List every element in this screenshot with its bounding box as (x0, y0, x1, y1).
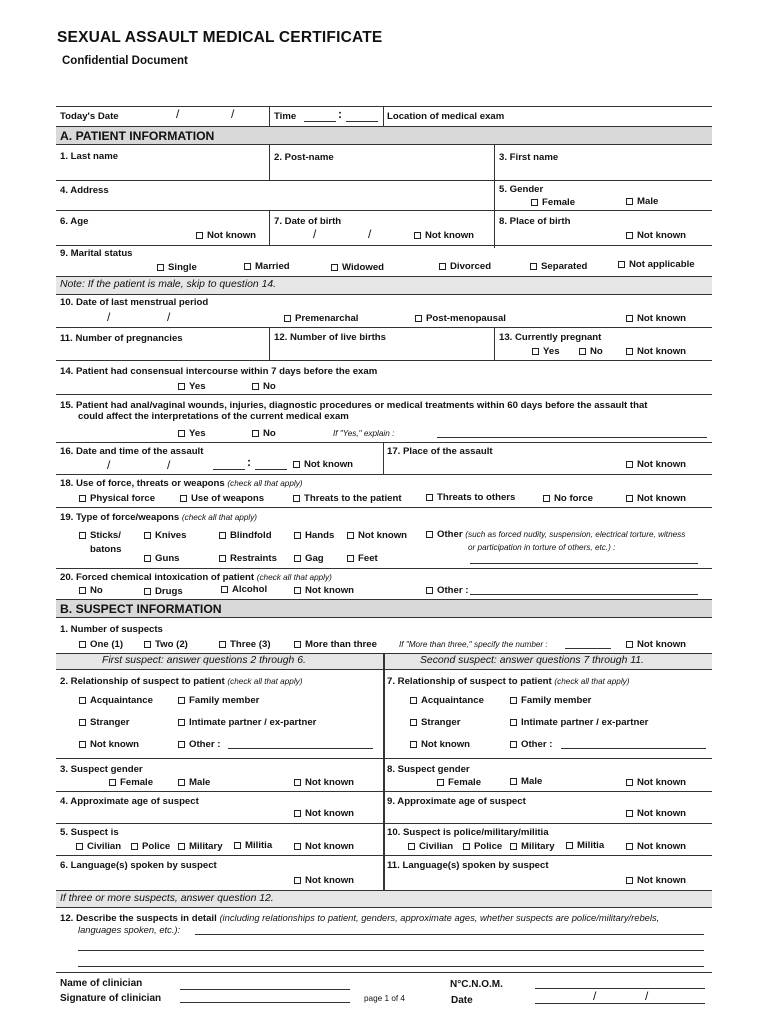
checkbox[interactable] (219, 641, 226, 648)
checkbox[interactable] (618, 261, 625, 268)
three-suspects-note: If three or more suspects, answer question 12. (60, 893, 274, 904)
checkbox[interactable] (294, 587, 301, 594)
pregnant-not-known-option[interactable]: Not known (626, 346, 686, 357)
checkbox[interactable] (408, 843, 415, 850)
describe-suspects-field[interactable] (78, 950, 704, 951)
checkbox[interactable] (410, 741, 417, 748)
no-force-option[interactable]: No force (543, 493, 593, 504)
rule (56, 507, 712, 508)
married-option[interactable]: Married (244, 261, 290, 272)
pob-not-known-option[interactable]: Not known (626, 230, 686, 241)
feet-option[interactable]: Feet (347, 553, 378, 564)
checkbox[interactable] (293, 461, 300, 468)
age-label: 6. Age (60, 216, 89, 227)
todays-date-label: Today's Date (60, 111, 119, 122)
footer-date-slash: / (645, 989, 649, 1003)
describe-suspects-field[interactable] (195, 934, 704, 935)
footer-date-label: Date (451, 995, 473, 1006)
checkbox[interactable] (414, 232, 421, 239)
assault-date-slash: / (167, 458, 171, 472)
checkbox[interactable] (294, 843, 301, 850)
address-label: 4. Address (60, 185, 109, 196)
checkbox[interactable] (109, 779, 116, 786)
s1-other-field[interactable] (228, 748, 373, 749)
s2-role-not-known-option[interactable]: Not known (626, 841, 686, 852)
time-label: Time (274, 111, 297, 122)
rule (56, 360, 712, 361)
postmenopausal-option[interactable]: Post-menopausal (415, 313, 506, 324)
checkbox[interactable] (252, 430, 259, 437)
q15-explain-field[interactable] (437, 437, 707, 438)
rule (56, 442, 712, 443)
checkbox[interactable] (626, 843, 633, 850)
specify-number-note: If "More than three," specify the number : (399, 640, 548, 649)
checkbox[interactable] (426, 531, 433, 538)
pregnant-yes-option[interactable]: Yes (532, 346, 560, 357)
rule (56, 327, 712, 328)
checkbox[interactable] (510, 741, 517, 748)
s2-age-not-known-option[interactable]: Not known (626, 808, 686, 819)
checkbox[interactable] (219, 532, 226, 539)
b-q10-label: 10. Suspect is police/military/militia (387, 827, 549, 838)
b-q5-label: 5. Suspect is (60, 827, 119, 838)
q14-yes-option[interactable]: Yes (178, 381, 206, 392)
knives-option[interactable]: Knives (144, 530, 186, 541)
divider (269, 106, 270, 126)
q14-label: 14. Patient had consensual intercourse within 7 days before the exam (60, 366, 378, 377)
q15-yes-option[interactable]: Yes (178, 428, 206, 439)
pregnant-no-option[interactable]: No (579, 346, 603, 357)
physical-force-option[interactable]: Physical force (79, 493, 155, 504)
s1-police-option[interactable]: Police (131, 841, 170, 852)
lmp-not-known-option[interactable]: Not known (626, 313, 686, 324)
q19-other-note: or participation in torture of others, etc.) : (468, 543, 616, 552)
s1-militia-option[interactable]: Militia (234, 840, 272, 851)
q14-no-option[interactable]: No (252, 381, 276, 392)
one-suspect-option[interactable]: One (1) (79, 639, 123, 650)
checkbox[interactable] (221, 586, 228, 593)
s1-other-option[interactable]: Other : (178, 739, 220, 750)
post-name-label: 2. Post-name (274, 152, 334, 163)
assault-time-colon: : (247, 455, 251, 469)
s2-militia-option[interactable]: Militia (566, 840, 604, 851)
s2-acquaintance-option[interactable]: Acquaintance (410, 695, 484, 706)
b-q12-label: 12. Describe the suspects in detail (including relationships to patient, genders, approximate ages, whether suspects are police/military/rebels, (60, 912, 660, 924)
gender-female-option[interactable]: Female (531, 197, 575, 208)
b-q12-label-line2: languages spoken, etc.): (78, 924, 181, 935)
rule (56, 758, 712, 759)
q20-not-known-option[interactable]: Not known (294, 585, 354, 596)
checkbox[interactable] (626, 641, 633, 648)
rule (56, 823, 712, 824)
checkbox[interactable] (131, 843, 138, 850)
location-label: Location of medical exam (387, 111, 505, 122)
checkbox[interactable] (531, 199, 538, 206)
s1-gender-not-known-option[interactable]: Not known (294, 777, 354, 788)
time-colon: : (338, 107, 342, 121)
checkbox[interactable] (426, 587, 433, 594)
b-q1-label: 1. Number of suspects (60, 624, 163, 635)
checkbox[interactable] (510, 697, 517, 704)
s2-male-option[interactable]: Male (510, 776, 542, 787)
b-q8-label: 8. Suspect gender (387, 764, 470, 775)
checkbox[interactable] (79, 641, 86, 648)
q15-if-yes: If "Yes," explain : (333, 429, 395, 438)
batons-label: batons (90, 544, 122, 555)
top-rule (56, 106, 712, 107)
checkbox[interactable] (178, 383, 185, 390)
currently-pregnant-label: 13. Currently pregnant (499, 332, 602, 343)
checkbox[interactable] (252, 383, 259, 390)
date-slash: / (231, 107, 235, 121)
checkbox[interactable] (178, 741, 185, 748)
q19-label: 19. Type of force/weapons (check all that apply) (60, 512, 258, 523)
checkbox[interactable] (79, 587, 86, 594)
checkbox[interactable] (626, 810, 633, 817)
first-name-label: 3. First name (499, 152, 559, 163)
more-than-three-option[interactable]: More than three (294, 639, 377, 650)
checkbox[interactable] (294, 641, 301, 648)
s2-language-not-known-option[interactable]: Not known (626, 875, 686, 886)
s1-language-not-known-option[interactable]: Not known (294, 875, 354, 886)
note-male: Note: If the patient is male, skip to question 14. (60, 279, 277, 290)
checkbox[interactable] (293, 495, 300, 502)
widowed-option[interactable]: Widowed (331, 262, 384, 273)
live-births-label: 12. Number of live births (274, 332, 386, 343)
number-of-suspects-field[interactable] (565, 648, 611, 649)
section-b-header (56, 599, 712, 618)
s1-civilian-option[interactable]: Civilian (76, 841, 121, 852)
assault-hour-field[interactable] (213, 469, 245, 470)
cnom-label: N°C.N.O.M. (450, 979, 503, 990)
marital-status-label: 9. Marital status (60, 248, 133, 259)
q18-not-known-option[interactable]: Not known (626, 493, 686, 504)
checkbox[interactable] (234, 842, 241, 849)
footer-rule (56, 972, 712, 973)
rule (56, 907, 712, 908)
checkbox[interactable] (294, 810, 301, 817)
checkbox[interactable] (415, 315, 422, 322)
b-q2-label: 2. Relationship of suspect to patient (check all that apply) (60, 676, 303, 687)
rule (56, 210, 712, 211)
checkbox[interactable] (157, 264, 164, 271)
blindfold-option[interactable]: Blindfold (219, 530, 272, 541)
rule (56, 394, 712, 395)
b-q9-label: 9. Approximate age of suspect (387, 796, 526, 807)
second-suspect-note: Second suspect: answer questions 7 through 11. (420, 655, 644, 666)
q15-label-line1: 15. Patient had anal/vaginal wounds, injuries, diagnostic procedures or medical treatments within 60 days before the assault that (60, 400, 648, 411)
threats-patient-option[interactable]: Threats to the patient (293, 493, 402, 504)
assault-minute-field[interactable] (255, 469, 287, 470)
divider (269, 210, 270, 245)
checkbox[interactable] (219, 555, 226, 562)
checkbox[interactable] (626, 779, 633, 786)
cnom-field[interactable] (535, 988, 705, 989)
place-of-birth-label: 8. Place of birth (499, 216, 571, 227)
checkbox[interactable] (347, 532, 354, 539)
checkbox[interactable] (510, 778, 517, 785)
three-suspects-option[interactable]: Three (3) (219, 639, 271, 650)
not-applicable-option[interactable]: Not applicable (618, 259, 695, 270)
s2-military-option[interactable]: Military (510, 841, 555, 852)
divider (494, 327, 495, 360)
threats-others-option[interactable]: Threats to others (426, 492, 515, 503)
b-q1-not-known-option[interactable]: Not known (626, 639, 686, 650)
rule (56, 245, 712, 246)
s1-acquaintance-option[interactable]: Acquaintance (79, 695, 153, 706)
time-minute-field[interactable] (346, 121, 378, 122)
checkbox[interactable] (178, 697, 185, 704)
rule (56, 474, 712, 475)
divider (494, 145, 495, 248)
clinician-name-field[interactable] (180, 989, 350, 990)
checkbox[interactable] (626, 198, 633, 205)
checkbox[interactable] (180, 495, 187, 502)
checkbox[interactable] (79, 532, 86, 539)
q19-other-field[interactable] (470, 563, 698, 564)
s2-other-field[interactable] (561, 748, 706, 749)
s2-police-option[interactable]: Police (463, 841, 502, 852)
clinician-signature-field[interactable] (180, 1002, 350, 1003)
sticks-option[interactable]: Sticks/ (79, 530, 121, 541)
gender-male-option[interactable]: Male (626, 196, 658, 207)
s2-other-option[interactable]: Other : (510, 739, 552, 750)
checkbox[interactable] (510, 719, 517, 726)
rule (56, 855, 712, 856)
checkbox[interactable] (410, 719, 417, 726)
checkbox[interactable] (294, 877, 301, 884)
document-title: SEXUAL ASSAULT MEDICAL CERTIFICATE (57, 29, 383, 46)
checkbox[interactable] (244, 263, 251, 270)
time-hour-field[interactable] (304, 121, 336, 122)
checkbox[interactable] (79, 495, 86, 502)
checkbox[interactable] (178, 779, 185, 786)
checkbox[interactable] (543, 495, 550, 502)
checkbox[interactable] (79, 719, 86, 726)
s2-intimate-option[interactable]: Intimate partner / ex-partner (510, 717, 648, 728)
s2-family-option[interactable]: Family member (510, 695, 591, 706)
checkbox[interactable] (426, 494, 433, 501)
last-name-label: 1. Last name (60, 151, 119, 162)
checkbox[interactable] (178, 719, 185, 726)
checkbox[interactable] (79, 697, 86, 704)
checkbox[interactable] (437, 779, 444, 786)
s2-female-option[interactable]: Female (437, 777, 481, 788)
assault-date-slash: / (107, 458, 111, 472)
footer-date-field[interactable] (535, 1003, 705, 1004)
divorced-option[interactable]: Divorced (439, 261, 491, 272)
checkbox[interactable] (294, 779, 301, 786)
q20-other-option[interactable]: Other : (426, 585, 468, 596)
checkbox[interactable] (463, 843, 470, 850)
lmp-label: 10. Date of last menstrual period (60, 297, 209, 308)
rule (56, 568, 712, 569)
date-slash: / (176, 107, 180, 121)
q18-label: 18. Use of force, threats or weapons (check all that apply) (60, 478, 303, 489)
lmp-slash: / (167, 310, 171, 324)
pregnancies-label: 11. Number of pregnancies (60, 333, 183, 344)
divider (269, 327, 270, 360)
checkbox[interactable] (579, 348, 586, 355)
s1-female-option[interactable]: Female (109, 777, 153, 788)
q20-label: 20. Forced chemical intoxication of patient (check all that apply) (60, 572, 332, 583)
s1-not-known-option[interactable]: Not known (79, 739, 139, 750)
clinician-signature-label: Signature of clinician (60, 993, 162, 1004)
s1-role-not-known-option[interactable]: Not known (294, 841, 354, 852)
clinician-name-label: Name of clinician (60, 978, 143, 989)
b-q6-label: 6. Language(s) spoken by suspect (60, 860, 217, 871)
checkbox[interactable] (144, 588, 151, 595)
age-not-known-option[interactable]: Not known (196, 230, 256, 241)
s1-stranger-option[interactable]: Stranger (79, 717, 129, 728)
s1-age-not-known-option[interactable]: Not known (294, 808, 354, 819)
first-suspect-note: First suspect: answer questions 2 through 6. (102, 655, 306, 666)
gender-label: 5. Gender (499, 184, 544, 195)
checkbox[interactable] (626, 495, 633, 502)
checkbox[interactable] (510, 843, 517, 850)
single-option[interactable]: Single (157, 262, 197, 273)
alcohol-option[interactable]: Alcohol (221, 584, 267, 595)
q16-label: 16. Date and time of the assault (60, 446, 204, 457)
rule (56, 180, 712, 181)
checkbox[interactable] (626, 348, 633, 355)
divider (383, 442, 384, 474)
checkbox[interactable] (76, 843, 83, 850)
checkbox[interactable] (626, 315, 633, 322)
rule (56, 294, 712, 295)
checkbox[interactable] (144, 641, 151, 648)
checkbox[interactable] (410, 697, 417, 704)
checkbox[interactable] (439, 263, 446, 270)
q20-no-option[interactable]: No (79, 585, 103, 596)
checkbox[interactable] (626, 232, 633, 239)
q17-not-known-option[interactable]: Not known (626, 459, 686, 470)
checkbox[interactable] (79, 741, 86, 748)
checkbox[interactable] (178, 430, 185, 437)
s1-intimate-option[interactable]: Intimate partner / ex-partner (178, 717, 316, 728)
b-q7-label: 7. Relationship of suspect to patient (check all that apply) (387, 676, 630, 687)
drugs-option[interactable]: Drugs (144, 586, 183, 597)
checkbox[interactable] (196, 232, 203, 239)
lmp-slash: / (107, 310, 111, 324)
checkbox[interactable] (331, 264, 338, 271)
q19-not-known-option[interactable]: Not known (347, 530, 407, 541)
q19-other-option[interactable]: Other (such as forced nudity, suspension, electrical torture, witness (426, 529, 685, 540)
b-q3-label: 3. Suspect gender (60, 764, 143, 775)
dob-slash: / (313, 227, 317, 241)
checkbox[interactable] (626, 461, 633, 468)
section-a-header (56, 126, 712, 145)
section-b-title: B. SUSPECT INFORMATION (60, 602, 222, 616)
hands-option[interactable]: Hands (294, 530, 334, 541)
checkbox[interactable] (532, 348, 539, 355)
s2-stranger-option[interactable]: Stranger (410, 717, 460, 728)
checkbox[interactable] (284, 315, 291, 322)
checkbox[interactable] (294, 532, 301, 539)
b-q4-label: 4. Approximate age of suspect (60, 796, 199, 807)
document-subtitle: Confidential Document (62, 55, 188, 67)
checkbox[interactable] (144, 532, 151, 539)
guns-option[interactable]: Guns (144, 553, 180, 564)
q15-no-option[interactable]: No (252, 428, 276, 439)
b-q11-label: 11. Language(s) spoken by suspect (387, 860, 549, 871)
dob-not-known-option[interactable]: Not known (414, 230, 474, 241)
q17-label: 17. Place of the assault (387, 446, 493, 457)
s1-military-option[interactable]: Military (178, 841, 223, 852)
s1-male-option[interactable]: Male (178, 777, 210, 788)
use-of-weapons-option[interactable]: Use of weapons (180, 493, 264, 504)
gag-option[interactable]: Gag (294, 553, 324, 564)
dob-slash: / (368, 227, 372, 241)
divider (383, 106, 384, 126)
checkbox[interactable] (347, 555, 354, 562)
dob-label: 7. Date of birth (274, 216, 342, 227)
separated-option[interactable]: Separated (530, 261, 587, 272)
page-number: page 1 of 4 (364, 994, 405, 1003)
rule (56, 791, 712, 792)
footer-date-slash: / (593, 989, 597, 1003)
q20-other-field[interactable] (470, 594, 698, 595)
checkbox[interactable] (626, 877, 633, 884)
s1-family-option[interactable]: Family member (178, 695, 259, 706)
checkbox[interactable] (530, 263, 537, 270)
checkbox[interactable] (566, 842, 573, 849)
s2-civilian-option[interactable]: Civilian (408, 841, 453, 852)
premenarchal-option[interactable]: Premenarchal (284, 313, 358, 324)
q15-label-line2: could affect the interpretations of the current medical exam (78, 411, 349, 422)
two-suspects-option[interactable]: Two (2) (144, 639, 188, 650)
s2-gender-not-known-option[interactable]: Not known (626, 777, 686, 788)
q16-not-known-option[interactable]: Not known (293, 459, 353, 470)
checkbox[interactable] (178, 843, 185, 850)
checkbox[interactable] (144, 555, 151, 562)
checkbox[interactable] (294, 555, 301, 562)
describe-suspects-field[interactable] (78, 966, 704, 967)
restraints-option[interactable]: Restraints (219, 553, 277, 564)
s2-not-known-option[interactable]: Not known (410, 739, 470, 750)
divider (269, 145, 270, 181)
section-a-title: A. PATIENT INFORMATION (60, 129, 215, 143)
